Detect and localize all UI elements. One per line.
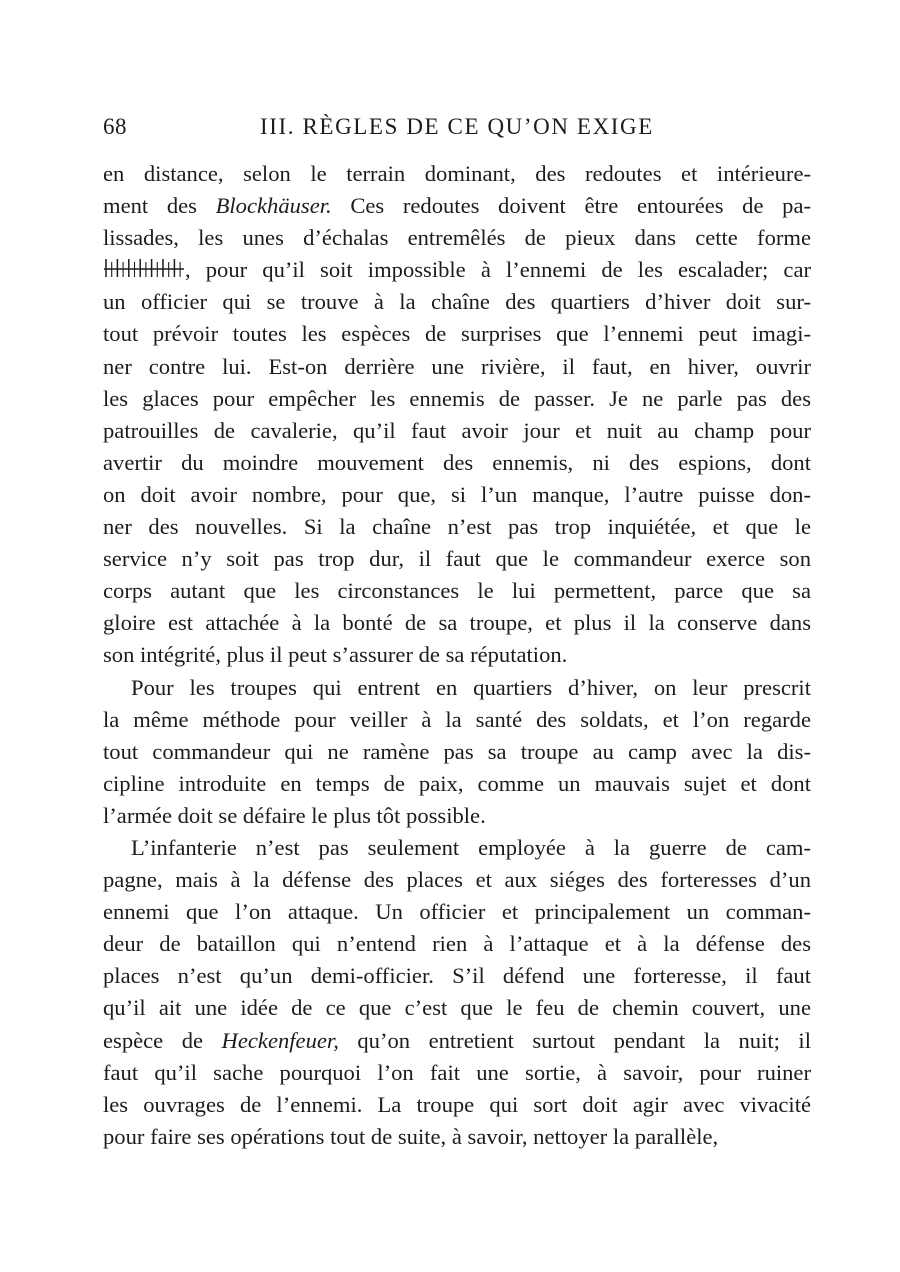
text-run: on doit avoir nombre, pour que, si l’un manque, l’autre puisse don- (103, 481, 811, 507)
paragraph (103, 672, 811, 832)
text-line (103, 864, 811, 896)
text-run: cipline introduite en temps de paix, comme un mauvais sujet et dont (103, 770, 811, 796)
text-line (103, 768, 811, 800)
text-line (103, 254, 811, 286)
text-line (103, 222, 811, 254)
text-run: Pour les troupes qui entrent en quartiers d’hiver, on leur prescrit (131, 674, 811, 700)
text-line (103, 800, 811, 832)
text-run: pagne, mais à la défense des places et aux siéges des forteresses d’un (103, 867, 811, 893)
text-line (103, 928, 811, 960)
text-line (103, 511, 811, 543)
text-run: patrouilles de cavalerie, qu’il faut avoir jour et nuit au champ pour (103, 417, 811, 443)
paragraph (103, 832, 811, 1153)
text-line (103, 992, 811, 1024)
text-line (103, 479, 811, 511)
chapter-title: III. RÈGLES DE CE QU’ON EXIGE (260, 114, 654, 139)
text-line (103, 736, 811, 768)
text-run: gloire est attachée à la bonté de sa troupe, et plus il la conserve dans (103, 610, 811, 636)
text-run: qu’il ait une idée de ce que c’est que le feu de chemin couvert, une (103, 995, 811, 1021)
text-line (103, 383, 811, 415)
text-run: espèce de (103, 1027, 222, 1053)
text-run: ment des (103, 193, 216, 219)
text-run: un officier qui se trouve à la chaîne des quartiers d’hiver doit sur- (103, 289, 811, 315)
text-run: la même méthode pour veiller à la santé des soldats, et l’on regarde (103, 706, 811, 732)
paragraph (103, 158, 811, 672)
text-line (103, 607, 811, 639)
text-run: ennemi que l’on attaque. Un officier et principalement un comman- (103, 899, 811, 925)
italic-term: Blockhäuser. (215, 193, 332, 219)
text-line (103, 575, 811, 607)
text-run: les glaces pour empêcher les ennemis de passer. Je ne parle pas des (103, 385, 811, 411)
text-line (103, 704, 811, 736)
text-line (103, 1121, 811, 1153)
text-run: avertir du moindre mouvement des ennemis, ni des espions, dont (103, 449, 811, 475)
text-line (103, 190, 811, 222)
text-run: qu’on entretient surtout pendant la nuit; il (338, 1027, 811, 1053)
text-run: tout prévoir toutes les espèces de surprises que l’ennemi peut imagi- (103, 321, 811, 347)
text-line (103, 447, 811, 479)
text-run: places n’est qu’un demi-officier. S’il défend une forteresse, il faut (103, 963, 811, 989)
text-line (103, 543, 811, 575)
text-run: faut qu’il sache pourquoi l’on fait une sortie, à savoir, pour ruiner (103, 1059, 811, 1085)
text-run: , pour qu’il soit impossible à l’ennemi de les escalader; car (185, 257, 811, 283)
running-head (103, 114, 810, 146)
text-run: ner contre lui. Est-on derrière une rivière, il faut, en hiver, ouvrir (103, 353, 811, 379)
palisade-sketch-icon (103, 256, 185, 288)
text-line (103, 672, 811, 704)
text-run: tout commandeur qui ne ramène pas sa troupe au camp avec la dis- (103, 738, 811, 764)
text-line (103, 158, 811, 190)
text-line (103, 832, 811, 864)
text-line (103, 286, 811, 318)
text-run: les ouvrages de l’ennemi. La troupe qui sort doit agir avec vivacité (103, 1091, 811, 1117)
text-run: son intégrité, plus il peut s’assurer de sa réputation. (103, 642, 568, 668)
text-line (103, 896, 811, 928)
text-line (103, 1089, 811, 1121)
text-run: lissades, les unes d’échalas entremêlés de pieux dans cette forme (103, 225, 811, 251)
text-line (103, 1057, 811, 1089)
text-run: service n’y soit pas trop dur, il faut que le commandeur exerce son (103, 546, 811, 572)
text-run: pour faire ses opérations tout de suite, à savoir, nettoyer la parallèle, (103, 1123, 719, 1149)
page-number: 68 (103, 114, 127, 139)
italic-term: Heckenfeuer, (221, 1027, 339, 1053)
text-run: corps autant que les circonstances le lui permettent, parce que sa (103, 578, 811, 604)
text-line (103, 415, 811, 447)
body-text (103, 158, 811, 1153)
text-run: L’infanterie n’est pas seulement employée à la guerre de cam- (131, 834, 811, 860)
text-line (103, 1025, 811, 1057)
text-run: l’armée doit se défaire le plus tôt possible. (103, 802, 486, 828)
text-run: deur de bataillon qui n’entend rien à l’attaque et à la défense des (103, 931, 811, 957)
text-line (103, 351, 811, 383)
text-run: ner des nouvelles. Si la chaîne n’est pas trop inquiétée, et que le (103, 514, 811, 540)
text-run: en distance, selon le terrain dominant, des redoutes et intérieure- (103, 161, 811, 186)
text-run: Ces redoutes doivent être entourées de pa- (331, 193, 812, 219)
text-line (103, 639, 811, 671)
text-line (103, 960, 811, 992)
text-line (103, 318, 811, 350)
